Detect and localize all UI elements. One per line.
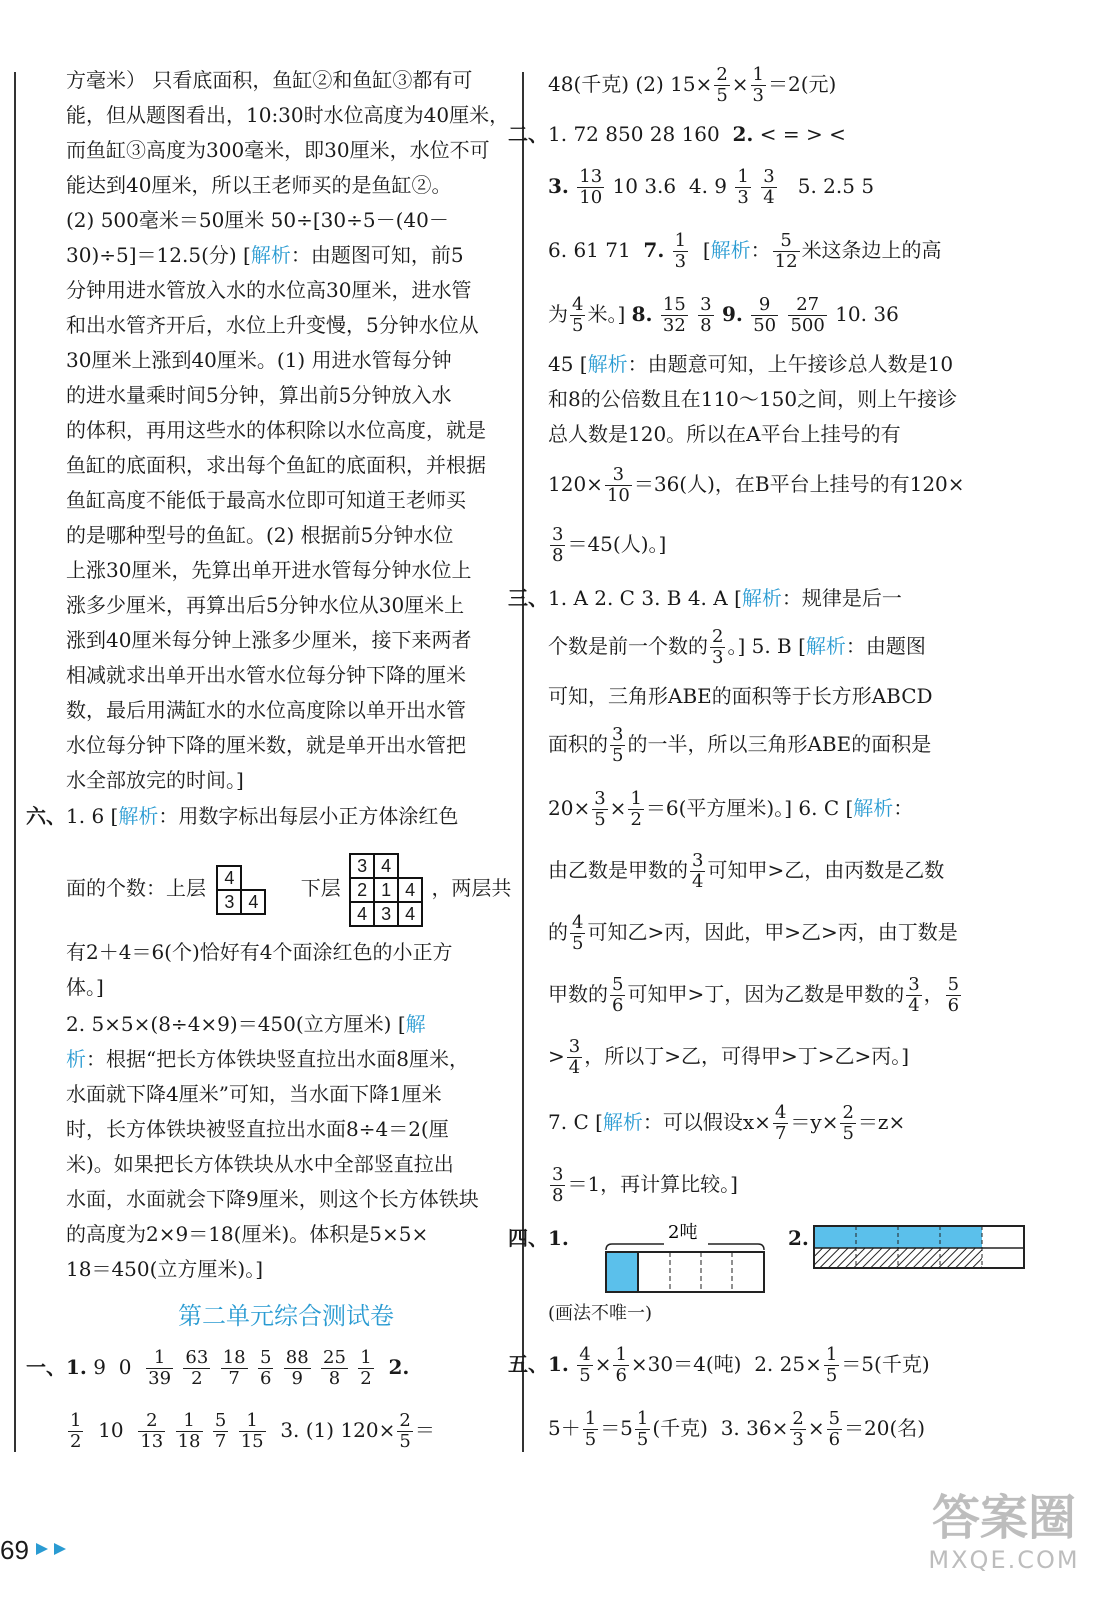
fraction: $\frac{1}{39}$ — [148, 1347, 172, 1389]
text-line: 18＝450(立方厘米)。] — [66, 1257, 264, 1281]
answer-row: 个数是前一个数的 $\frac{2}{3}$ 。] 5. B [解析：由题图 — [548, 626, 926, 668]
answer-row: $\frac{1}{2}$ 10 $\frac{2}{13}$ $\frac{1}{18}$ $\frac{5}{7}$ $\frac{1}{15}$ 3. (1) 120× $\frac{2}{5}$ ＝ — [70, 1410, 435, 1452]
text-line: 水面就下降4厘米”可知，当水面下降1厘米 — [66, 1082, 442, 1106]
text-line: 可知，三角形ABE的面积等于长方形ABCD — [548, 684, 933, 708]
answer-row: > $\frac{3}{4}$ ，所以丁>乙，可得甲>丁>乙>丙。] — [548, 1036, 910, 1078]
text-line: 1. 6 [解析：用数字标出每层小正方体涂红色 — [66, 804, 459, 828]
filled-part — [606, 1252, 638, 1292]
fraction: $\frac{9}{50}$ — [753, 294, 777, 336]
lower-layer-grid — [349, 853, 423, 927]
text-line: 析：根据“把长方体铁块竖直拉出水面8厘米， — [66, 1047, 469, 1071]
bar-diagram-2 — [812, 1224, 1026, 1272]
fraction: $\frac{1}{2}$ — [70, 1410, 82, 1452]
fraction: $\frac{13}{10}$ — [579, 166, 603, 208]
fraction: $\frac{63}{2}$ — [185, 1347, 209, 1389]
fraction: $\frac{1}{6}$ — [615, 1344, 627, 1386]
fraction: $\frac{2}{3}$ — [792, 1408, 804, 1450]
note: (画法不唯一) — [548, 1303, 653, 1324]
text-line: 的进水量乘时间5分钟，算出前5分钟放入水 — [66, 383, 452, 407]
answer-row: 面积的 $\frac{3}{5}$ 的一半，所以三角形ABE的面积是 — [548, 724, 932, 766]
text-line: 涨到40厘米每分钟上涨多少厘米，接下来两者 — [66, 628, 472, 652]
text-line: 鱼缸高度不能低于最高水位即可知道王老师买 — [66, 488, 466, 512]
answer-row: 120× $\frac{3}{10}$ ＝36(人)，在B平台上挂号的有120× — [548, 464, 965, 506]
grid-cell: 4 — [374, 854, 398, 878]
page-number: 69 — [0, 1535, 29, 1565]
question-number: 1. — [548, 1226, 569, 1250]
answer-row: 甲数的 $\frac{5}{6}$ 可知甲>丁，因为乙数是甲数的 $\frac{3}{4}$ ， $\frac{5}{6}$ — [548, 974, 960, 1016]
fraction: $\frac{2}{3}$ — [712, 626, 724, 668]
fraction: $\frac{1}{18}$ — [177, 1410, 201, 1452]
text-line: 时，长方体铁块被竖直拉出水面8÷4＝2(厘 — [66, 1117, 449, 1141]
fraction: $\frac{5}{6}$ — [947, 974, 960, 1016]
cube-grid-line: 面的个数：上层 4 3 4 下层 3 4 2 1 4 4 3 4 ，两层共 — [66, 848, 506, 928]
fraction: $\frac{4}{5}$ — [572, 912, 584, 954]
text-line: (2) 500毫米＝50厘米 50÷[30÷5－(40－ — [66, 208, 449, 232]
answer-row: 7. C [解析：可以假设x× $\frac{4}{7}$ ＝y× $\frac{2}{5}$ ＝z× — [548, 1102, 906, 1144]
text-line: 45 [解析：由题意可知，上午接诊总人数是10 — [548, 352, 954, 376]
fraction: $\frac{1}{3}$ — [674, 230, 687, 272]
fraction: $\frac{5}{7}$ — [214, 1410, 227, 1452]
text-line: 和出水管齐开后，水位上升变慢，5分钟水位从 — [66, 313, 479, 337]
fraction: $\frac{4}{5}$ — [579, 1344, 591, 1386]
fraction: $\frac{3}{4}$ — [763, 166, 775, 208]
bar-label: 2吨 — [668, 1222, 698, 1243]
text-line: 上涨30厘米，先算出单开进水管每分钟水位上 — [66, 558, 472, 582]
fraction: $\frac{15}{32}$ — [662, 294, 686, 336]
answer-row: 48(千克) (2) 15× $\frac{2}{5}$ × $\frac{1}{3}$ ＝2(元) — [548, 64, 837, 106]
answer-row: 的 $\frac{4}{5}$ 可知乙>丙，因此，甲>乙>丙，由丁数是 — [548, 912, 958, 954]
analysis-label: 解析 — [741, 586, 782, 610]
grid-cell: 3 — [350, 854, 374, 878]
answer-row: 6. 61 71 7. $\frac{1}{3}$ [解析： $\frac{5}{12}$ 米这条边上的高 — [548, 230, 942, 272]
fraction: $\frac{1}{2}$ — [630, 788, 642, 830]
text-line: 而鱼缸③高度为300毫米，即30厘米，水位不可 — [66, 138, 490, 162]
answer-row: $\frac{3}{8}$ ＝45(人)。] — [552, 524, 667, 566]
fraction: $\frac{27}{500}$ — [790, 294, 825, 336]
fraction: $\frac{3}{8}$ — [552, 1164, 564, 1206]
fraction: $\frac{2}{5}$ — [399, 1410, 411, 1452]
grid-cell: 3 — [374, 902, 398, 926]
fraction: $\frac{5}{6}$ — [828, 1408, 841, 1450]
section-title: 第二单元综合测试卷 — [178, 1302, 394, 1330]
fraction: $\frac{1}{15}$ — [240, 1410, 264, 1452]
upper-layer-grid — [216, 865, 266, 915]
fraction: $\frac{3}{8}$ — [552, 524, 564, 566]
fraction: $\frac{3}{5}$ — [594, 788, 606, 830]
text-line: 涨多少厘米，再算出后5分钟水位从30厘米上 — [66, 593, 465, 617]
section-label: 六、 — [26, 804, 66, 828]
answer-row: 为 $\frac{4}{5}$ 米。] 8. $\frac{15}{32}$ $\frac{3}{8}$ 9. $\frac{9}{50}$ $\frac{27}{500}$ 10. 36 — [548, 294, 899, 336]
answer-row: $\frac{3}{8}$ ＝1，再计算比较。] — [552, 1164, 738, 1206]
answer-row: 3. $\frac{13}{10}$ 10 3.6 4. 9 $\frac{1}{3}$ $\frac{3}{4}$ 5. 2.5 5 — [548, 166, 875, 208]
text-line: 30厘米上涨到40厘米。(1) 用进水管每分钟 — [66, 348, 452, 372]
brace — [606, 1244, 764, 1250]
analysis-label: 解析 — [118, 804, 159, 828]
text-line: 的体积，再用这些水的体积除以水位高度，就是 — [66, 418, 486, 442]
fraction: $\frac{5}{6}$ — [259, 1347, 272, 1389]
text-line: 能达到40厘米，所以王老师买的是鱼缸②。 — [66, 173, 452, 197]
fraction: $\frac{2}{5}$ — [842, 1102, 854, 1144]
fraction: $\frac{1}{5}$ — [584, 1408, 597, 1450]
text-line: 三、1. A 2. C 3. B 4. A [解析：规律是后一 — [508, 586, 902, 610]
text-line: 2. 5×5×(8÷4×9)＝450(立方厘米) [解 — [66, 1012, 426, 1036]
text-line: 数，最后用满缸水的水位高度除以单开出水管 — [66, 698, 466, 722]
text-line: 有2＋4＝6(个)恰好有4个面涂红色的小正方 — [66, 940, 453, 964]
text-line: 30)÷5]＝12.5(分) [解析：由题图可知，前5 — [66, 243, 464, 267]
text-line: 水位每分钟下降的厘米数，就是单开出水管把 — [66, 733, 466, 757]
answer-row: 由乙数是甲数的 $\frac{3}{4}$ 可知甲>乙，由丙数是乙数 — [548, 850, 945, 892]
answer-row: 一、1. 9 0 $\frac{1}{39}$ $\frac{63}{2}$ $\frac{18}{7}$ $\frac{5}{6}$ $\frac{88}{9}$ $\frac{25}{8}$ $\frac{1}{2}$ 2. — [26, 1347, 410, 1389]
fraction: $\frac{3}{4}$ — [908, 974, 920, 1016]
grid-cell: 4 — [217, 866, 241, 890]
text-line: 能，但从题图看出，10:30时水位高度为40厘米， — [66, 103, 510, 127]
text-line: 鱼缸的底面积，求出每个鱼缸的底面积，并根据 — [66, 453, 486, 477]
bar-diagram-1 — [604, 1220, 768, 1296]
fraction: $\frac{5}{12}$ — [774, 230, 798, 272]
fraction: $\frac{4}{5}$ — [572, 294, 584, 336]
fraction: $\frac{3}{10}$ — [606, 464, 630, 506]
analysis-label: 解析 — [710, 238, 751, 262]
fraction: $\frac{3}{8}$ — [700, 294, 712, 336]
left-margin-rule — [14, 72, 16, 1452]
grid-cell: 4 — [350, 902, 374, 926]
watermark: 答案圈 MXQE.COM — [928, 1490, 1080, 1574]
fraction: $\frac{3}{4}$ — [568, 1036, 581, 1078]
text-line: 总人数是120。所以在A平台上挂号的有 — [548, 422, 901, 446]
grid-cell: 1 — [374, 878, 398, 902]
analysis-label: 解析 — [587, 352, 628, 376]
fraction: $\frac{1}{5}$ — [636, 1408, 649, 1450]
grid-cell: 3 — [217, 890, 241, 914]
question-number: 2. — [788, 1226, 809, 1250]
text-line: 方毫米） 只看底面积，鱼缸②和鱼缸③都有可 — [66, 68, 473, 92]
fraction: $\frac{2}{5}$ — [716, 64, 728, 106]
answer-row: 二、1. 72 850 28 160 2. < = > < — [508, 122, 846, 146]
fraction: $\frac{5}{6}$ — [612, 974, 624, 1016]
answer-row: 五、1. $\frac{4}{5}$ × $\frac{1}{6}$ ×30＝4(吨) 2. 25× $\frac{1}{5}$ ＝5(千克) — [508, 1344, 930, 1386]
text-line: 水面，水面就会下降9厘米，则这个长方体铁块 — [66, 1187, 479, 1211]
analysis-label: 解析 — [853, 796, 894, 820]
grid-cell: 4 — [241, 890, 265, 914]
text-line: 体。] — [66, 975, 104, 999]
answer-row: 5＋ $\frac{1}{5}$ ＝5 $\frac{1}{5}$ (千克) 3. 36× $\frac{2}{3}$ × $\frac{5}{6}$ ＝20(名) — [548, 1408, 926, 1450]
text-line: 和8的公倍数且在110～150之间，则上午接诊 — [548, 387, 958, 411]
answer-row: 20× $\frac{3}{5}$ × $\frac{1}{2}$ ＝6(平方厘米)。] 6. C [解析： — [548, 788, 914, 830]
grid-cell: 4 — [398, 902, 422, 926]
fraction: $\frac{1}{3}$ — [737, 166, 749, 208]
text-line: 相减就求出单开出水管水位每分钟下降的厘米 — [66, 663, 466, 687]
next-arrows-icon — [36, 1541, 76, 1557]
text-line: 米)。如果把长方体铁块从水中全部竖直拉出 — [66, 1152, 454, 1176]
fraction: $\frac{4}{7}$ — [774, 1102, 787, 1144]
text-line: 水全部放完的时间。] — [66, 768, 244, 792]
analysis-label: 解析 — [805, 634, 846, 658]
fraction: $\frac{3}{4}$ — [692, 850, 704, 892]
fraction: $\frac{25}{8}$ — [323, 1347, 346, 1389]
fraction: $\frac{2}{13}$ — [140, 1410, 164, 1452]
fraction: $\frac{88}{9}$ — [285, 1347, 309, 1389]
grid-cell: 4 — [398, 878, 422, 902]
text-line: 分钟用进水管放入水的水位高30厘米，进水管 — [66, 278, 472, 302]
fraction: $\frac{1}{5}$ — [825, 1344, 838, 1386]
fraction: $\frac{1}{2}$ — [360, 1347, 372, 1389]
section-label: 四、 — [508, 1226, 548, 1250]
fraction: $\frac{1}{3}$ — [752, 64, 764, 106]
text-line: 的高度为2×9＝18(厘米)。体积是5×5× — [66, 1222, 429, 1246]
analysis-label: 解析 — [250, 243, 291, 267]
text-line: 的是哪种型号的鱼缸。(2) 根据前5分钟水位 — [66, 523, 454, 547]
grid-cell: 2 — [350, 878, 374, 902]
fraction: $\frac{18}{7}$ — [222, 1347, 246, 1389]
fraction: $\frac{3}{5}$ — [612, 724, 624, 766]
analysis-label: 解析 — [602, 1110, 643, 1134]
